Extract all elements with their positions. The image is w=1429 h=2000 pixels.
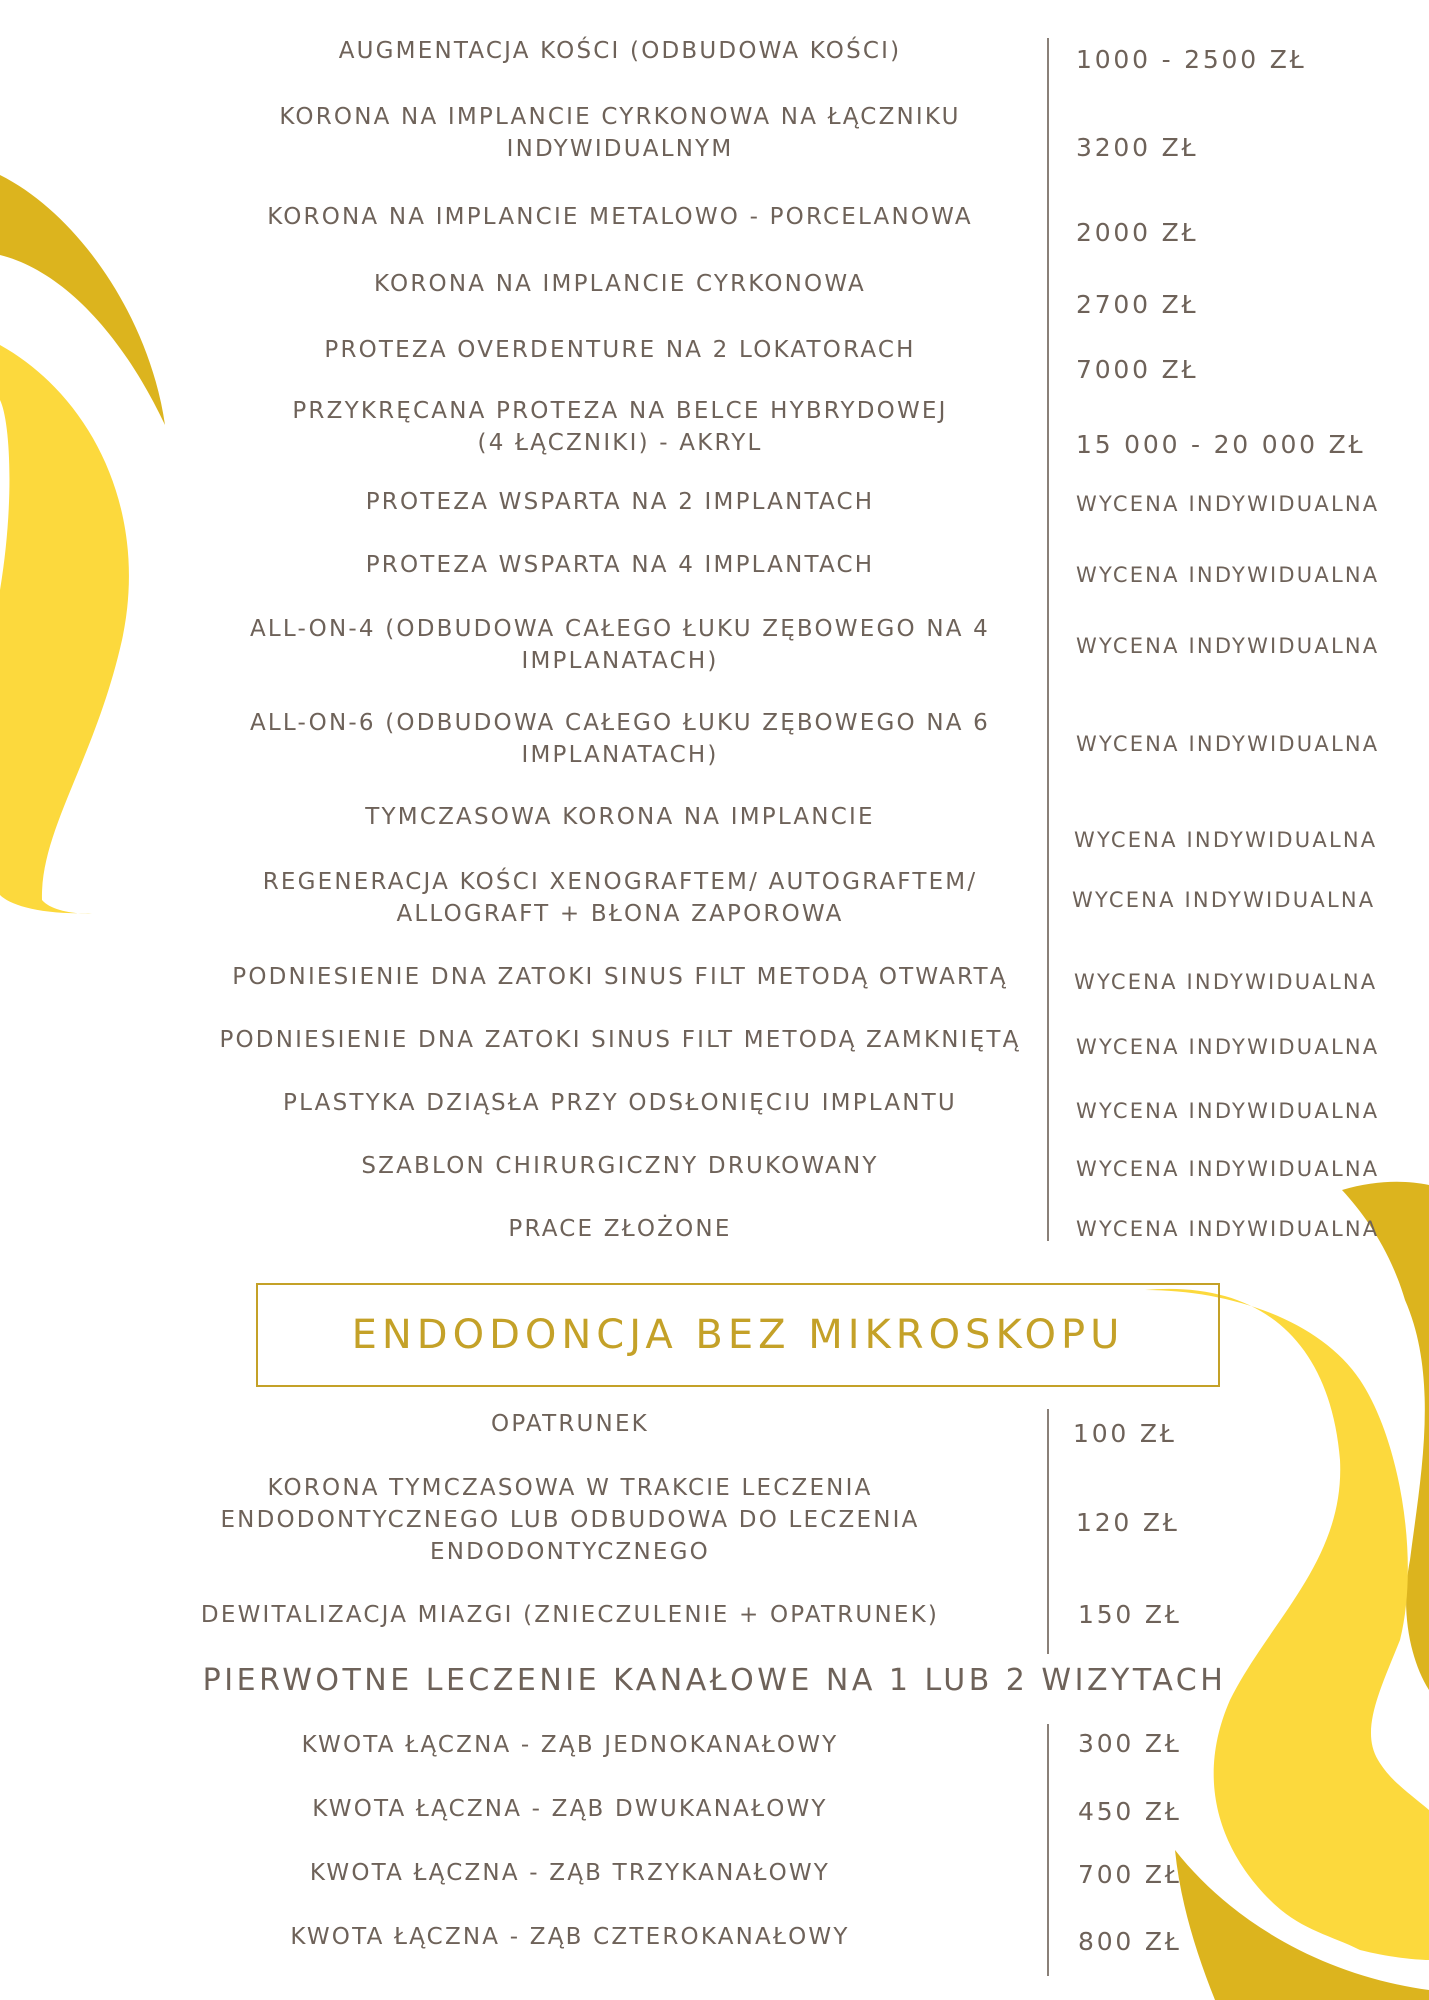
service-name: SZABLON CHIRURGICZNY DRUKOWANY [361,1153,879,1179]
service-name: AUGMENTACJA KOŚCI (ODBUDOWA KOŚCI) [338,38,902,64]
swirl-bottom-right-bright [1145,1289,1429,1960]
service-name: KWOTA ŁĄCZNA - ZĄB JEDNOKANAŁOWY [301,1732,839,1758]
service-price: 2700 ZŁ [1076,290,1199,319]
service-price: WYCENA INDYWIDUALNA [1076,1035,1380,1059]
service-price: 700 ZŁ [1078,1860,1182,1889]
service-price: 15 000 - 20 000 ZŁ [1076,430,1366,459]
service-price: WYCENA INDYWIDUALNA [1072,888,1376,912]
service-name: OPATRUNEK [491,1411,649,1437]
service-name: PODNIESIENIE DNA ZATOKI SINUS FILT METODĄ ZAMKNIĘTĄ [219,1027,1021,1053]
service-price: 800 ZŁ [1078,1927,1182,1956]
service-price: WYCENA INDYWIDUALNA [1076,1157,1380,1181]
service-price: 3200 ZŁ [1076,133,1199,162]
service-price: WYCENA INDYWIDUALNA [1074,970,1378,994]
swirl-top-left-bright [0,345,129,913]
service-price: 2000 ZŁ [1076,218,1199,247]
service-price: 300 ZŁ [1078,1729,1182,1758]
service-price: WYCENA INDYWIDUALNA [1076,1099,1380,1123]
service-name: KORONA NA IMPLANCIE METALOWO - PORCELANOWA [267,204,973,230]
service-name: PODNIESIENIE DNA ZATOKI SINUS FILT METODĄ OTWARTĄ [232,964,1008,990]
service-name: DEWITALIZACJA MIAZGI (ZNIECZULENIE + OPATRUNEK) [200,1602,940,1628]
service-name: KORONA NA IMPLANCIE CYRKONOWA [374,271,866,297]
service-price: WYCENA INDYWIDUALNA [1076,732,1380,756]
service-name: ALL-ON-4 (ODBUDOWA CAŁEGO ŁUKU ZĘBOWEGO NA 4 IMPLANATACH) [249,616,990,674]
service-name: ALL-ON-6 (ODBUDOWA CAŁEGO ŁUKU ZĘBOWEGO NA 6 IMPLANATACH) [249,710,990,768]
service-price: 1000 - 2500 ZŁ [1076,45,1307,74]
service-name: TYMCZASOWA KORONA NA IMPLANCIE [365,804,875,830]
service-price: 100 ZŁ [1073,1419,1177,1448]
column-divider-canal [1047,1724,1049,1976]
service-name: KWOTA ŁĄCZNA - ZĄB DWUKANAŁOWY [312,1796,828,1822]
service-name: PRACE ZŁOŻONE [508,1216,732,1242]
section-header-box [256,1283,1220,1387]
service-price: 450 ZŁ [1078,1797,1182,1826]
service-name: KWOTA ŁĄCZNA - ZĄB CZTEROKANAŁOWY [290,1924,850,1950]
service-name: PLASTYKA DZIĄSŁA PRZY ODSŁONIĘCIU IMPLANTU [283,1090,957,1116]
service-name: REGENERACJA KOŚCI XENOGRAFTEM/ AUTOGRAFTEM/ ALLOGRAFT + BŁONA ZAPOROWA [262,869,978,927]
service-price: WYCENA INDYWIDUALNA [1076,492,1380,516]
service-price: WYCENA INDYWIDUALNA [1076,634,1380,658]
service-name: PRZYKRĘCANA PROTEZA NA BELCE HYBRYDOWEJ (4 ŁĄCZNIKI) - AKRYL [292,398,948,456]
service-price: 120 ZŁ [1076,1508,1180,1537]
column-divider-endo [1047,1409,1049,1654]
service-name: PROTEZA OVERDENTURE NA 2 LOKATORACH [324,337,916,363]
section-title: ENDODONCJA BEZ MIKROSKOPU [351,1312,1125,1358]
service-price: WYCENA INDYWIDUALNA [1076,563,1380,587]
service-name: PROTEZA WSPARTA NA 4 IMPLANTACH [365,552,875,578]
service-price: WYCENA INDYWIDUALNA [1074,828,1378,852]
service-name: KORONA TYMCZASOWA W TRAKCIE LECZENIA ENDODONTYCZNEGO LUB ODBUDOWA DO LECZENIA ENDODONTYCZNEGO [220,1475,920,1565]
service-name: KORONA NA IMPLANCIE CYRKONOWA NA ŁĄCZNIKU INDYWIDUALNYM [279,104,961,162]
service-name: KWOTA ŁĄCZNA - ZĄB TRZYKANAŁOWY [309,1860,831,1886]
service-price: 150 ZŁ [1078,1600,1182,1629]
service-price: WYCENA INDYWIDUALNA [1076,1217,1380,1241]
service-name: PROTEZA WSPARTA NA 2 IMPLANTACH [365,489,875,515]
subsection-title: PIERWOTNE LECZENIE KANAŁOWE NA 1 LUB 2 WIZYTACH [202,1663,1227,1698]
service-price: 7000 ZŁ [1076,355,1199,384]
